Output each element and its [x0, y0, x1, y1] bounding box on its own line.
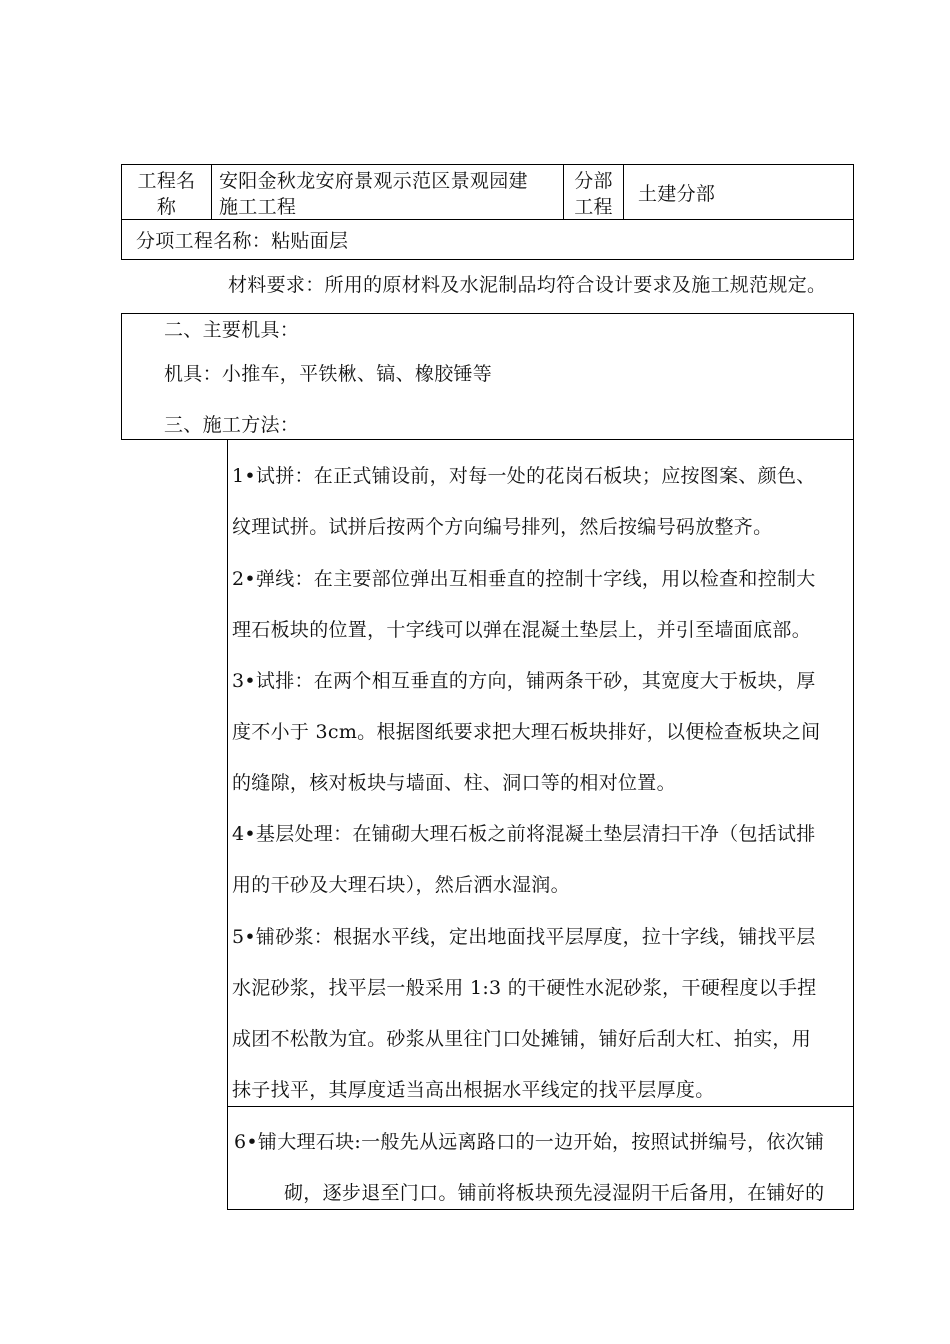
box2-border-bottom — [121, 439, 854, 440]
last-box-border-right — [853, 1106, 854, 1210]
method-line: 用的干砂及大理石块），然后洒水湿润。 — [232, 874, 570, 896]
last-box-border-left — [227, 1106, 228, 1210]
subitem-name: 分项工程名称：粘贴面层 — [136, 230, 349, 252]
table-border-right — [853, 164, 854, 260]
method-line: 成团不松散为宜。砂浆从里往门口处摊铺，铺好后刮大杠、拍实，用 — [232, 1028, 812, 1050]
method-line: 理石板块的位置，十字线可以弹在混凝土垫层上，并引至墙面底部。 — [232, 619, 812, 641]
method-box-border-bottom — [227, 1106, 854, 1107]
project-name-label-line1: 工程名 — [137, 170, 196, 192]
section-three-heading: 三、施工方法： — [164, 414, 300, 436]
material-requirement: 材料要求：所用的原材料及水泥制品均符合设计要求及施工规范规定。 — [228, 274, 827, 296]
box2-border-left — [121, 313, 122, 440]
last-box-line: 砌，逐步退至门口。铺前将板块预先浸湿阴干后备用，在铺好的 — [284, 1182, 825, 1204]
method-line: 水泥砂浆，找平层一般采用 1:3 的干硬性水泥砂浆，干硬程度以手捏 — [232, 977, 817, 999]
method-line: 3•试排：在两个相互垂直的方向，铺两条干砂，其宽度大于板块，厚 — [232, 670, 816, 692]
table-border-top — [121, 164, 854, 165]
method-line: 5•铺砂浆：根据水平线，定出地面找平层厚度，拉十字线，铺找平层 — [232, 926, 816, 948]
method-line: 抹子找平，其厚度适当高出根据水平线定的找平层厚度。 — [232, 1079, 715, 1101]
table-col-divider-1 — [211, 164, 212, 220]
division-label-line1: 分部 — [574, 170, 613, 192]
project-name-value-line1: 安阳金秋龙安府景观示范区景观园建 — [219, 170, 528, 192]
table-border-bottom — [121, 259, 854, 260]
method-line: 的缝隙，核对板块与墙面、柱、洞口等的相对位置。 — [232, 772, 676, 794]
method-line: 纹理试拼。试拼后按两个方向编号排列，然后按编号码放整齐。 — [232, 516, 773, 538]
section-two-tools: 机具：小推车，平铁楸、镐、橡胶锤等 — [164, 363, 493, 385]
last-box-border-bottom — [227, 1209, 854, 1210]
table-col-divider-3 — [623, 164, 624, 220]
project-name-value-line2: 施工工程 — [219, 196, 297, 218]
project-name-label-line2: 称 — [156, 196, 177, 218]
last-box-line: 6•铺大理石块:一般先从远离路口的一边开始，按照试拼编号，依次铺 — [234, 1131, 825, 1153]
box2-border-top — [121, 313, 854, 314]
method-line: 1•试拼：在正式铺设前，对每一处的花岗石板块；应按图案、颜色、 — [232, 465, 816, 487]
section-two-heading: 二、主要机具： — [164, 319, 300, 341]
table-border-mid — [121, 219, 854, 220]
division-value: 土建分部 — [638, 183, 716, 205]
method-box-border-right — [853, 440, 854, 1107]
method-line: 度不小于 3cm。根据图纸要求把大理石板块排好，以便检查板块之间 — [232, 721, 821, 743]
division-label-line2: 工程 — [574, 196, 613, 218]
method-line: 2•弹线：在主要部位弹出互相垂直的控制十字线，用以检查和控制大 — [232, 568, 816, 590]
method-line: 4•基层处理：在铺砌大理石板之前将混凝土垫层清扫干净（包括试排 — [232, 823, 816, 845]
box2-border-right — [853, 313, 854, 440]
method-box-border-left — [227, 440, 228, 1107]
